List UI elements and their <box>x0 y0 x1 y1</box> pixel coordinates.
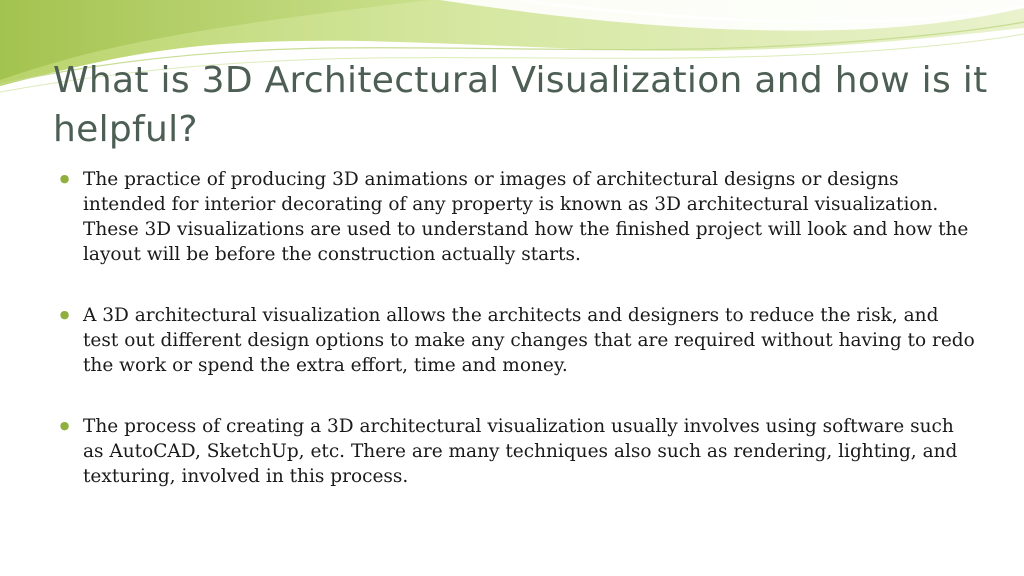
bullet-text: A 3D architectural visualization allows the architects and designers to reduce the risk, and test out different design options to make any changes that are required without having to redo the work or spend the extra effort, time and money. <box>83 305 975 376</box>
bullet-list <box>58 167 978 525</box>
bullet-text: The practice of producing 3D animations or images of architectural designs or designs intended for interior decorating of any property is known as 3D architectural visualization. These 3D visualizations are used to understand how the finished project will look and how the layout will be before the construction actually starts. <box>83 169 969 265</box>
list-item <box>58 414 978 489</box>
bullet-text: The process of creating a 3D architectural visualization usually involves using software such as AutoCAD, SketchUp, etc. There are many techniques also such as rendering, lighting, and texturing, involved in this process. <box>83 416 958 487</box>
bullet-circle-icon: ● <box>59 308 70 321</box>
slide-title: What is 3D Architectural Visualization and how is it helpful? <box>53 60 988 150</box>
bullet-circle-icon: ● <box>59 419 70 432</box>
list-item <box>58 303 978 378</box>
bullet-circle-icon: ● <box>59 172 70 185</box>
list-item <box>58 167 978 267</box>
